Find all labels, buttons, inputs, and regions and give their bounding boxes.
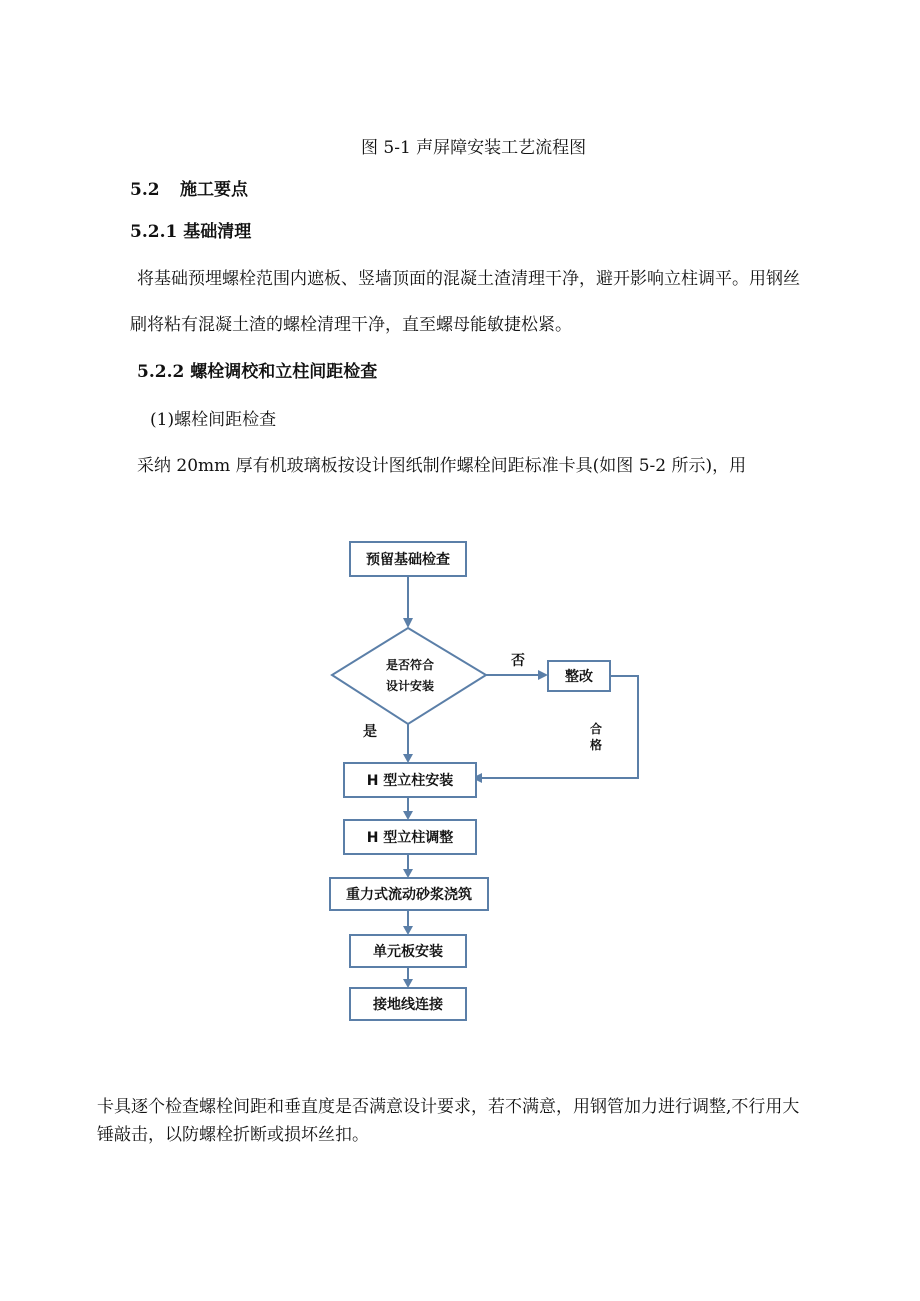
paragraph-1-line-2: 刷将粘有混凝土渣的螺栓清理干净，直至螺母能敏捷松紧。: [130, 315, 572, 335]
flow-decision-diamond: [332, 628, 486, 724]
paragraph-3-line-1: 卡具逐个检查螺栓间距和垂直度是否满意设计要求，若不满意，用钢管加力进行调整,不行用大: [97, 1097, 800, 1117]
flow-arrowhead-2: [403, 811, 413, 820]
section-5-2-1-heading: 5.2.1 基础清理: [130, 222, 252, 242]
flow-arrowhead-3: [403, 869, 413, 878]
flow-decision-line-2: 设计安装: [385, 679, 435, 693]
section-5-2-number: 5.2: [130, 180, 160, 200]
flow-step-foundation-check-label: 预留基础检查: [366, 552, 450, 568]
flow-arrowhead-5: [403, 979, 413, 988]
section-5-2-2-heading: 5.2.2 螺栓调校和立柱间距检查: [137, 362, 378, 382]
flow-arrowhead-yes: [403, 754, 413, 763]
flow-arrowhead-no: [538, 670, 548, 680]
list-item-1: (1)螺栓间距检查: [150, 410, 277, 430]
paragraph-2: 采纳 20mm 厚有机玻璃板按设计图纸制作螺栓间距标准卡具(如图 5-2 所示)，用: [137, 456, 747, 476]
flow-step-column-adjust-label: H 型立柱调整: [366, 830, 454, 846]
paragraph-1-line-1: 将基础预埋螺栓范围内遮板、竖墙顶面的混凝土渣清理干净，避开影响立柱调平。用钢丝: [137, 269, 800, 289]
installation-flowchart: [326, 530, 646, 1030]
paragraph-3-line-2: 锤敲击，以防螺栓折断或损坏丝扣。: [97, 1125, 369, 1145]
flow-step-panel-install-label: 单元板安装: [373, 944, 443, 960]
flow-step-fix-label: 整改: [565, 669, 593, 685]
flow-yes-label: 是: [363, 724, 377, 740]
flow-pass-label-1: 合: [589, 722, 603, 736]
flow-pass-label-2: 格: [589, 738, 603, 752]
flow-arrowhead-4: [403, 926, 413, 935]
figure-caption: 图 5-1 声屏障安装工艺流程图: [361, 138, 587, 158]
flow-step-column-install-label: H 型立柱安装: [366, 773, 454, 789]
flow-arrowhead-1: [403, 618, 413, 628]
flow-step-mortar-pour-label: 重力式流动砂浆浇筑: [346, 887, 472, 903]
flow-step-ground-wire-label: 接地线连接: [373, 997, 443, 1013]
flow-decision-line-1: 是否符合: [385, 658, 435, 672]
section-5-2-title: 施工要点: [180, 180, 248, 200]
flow-no-label: 否: [511, 653, 525, 669]
